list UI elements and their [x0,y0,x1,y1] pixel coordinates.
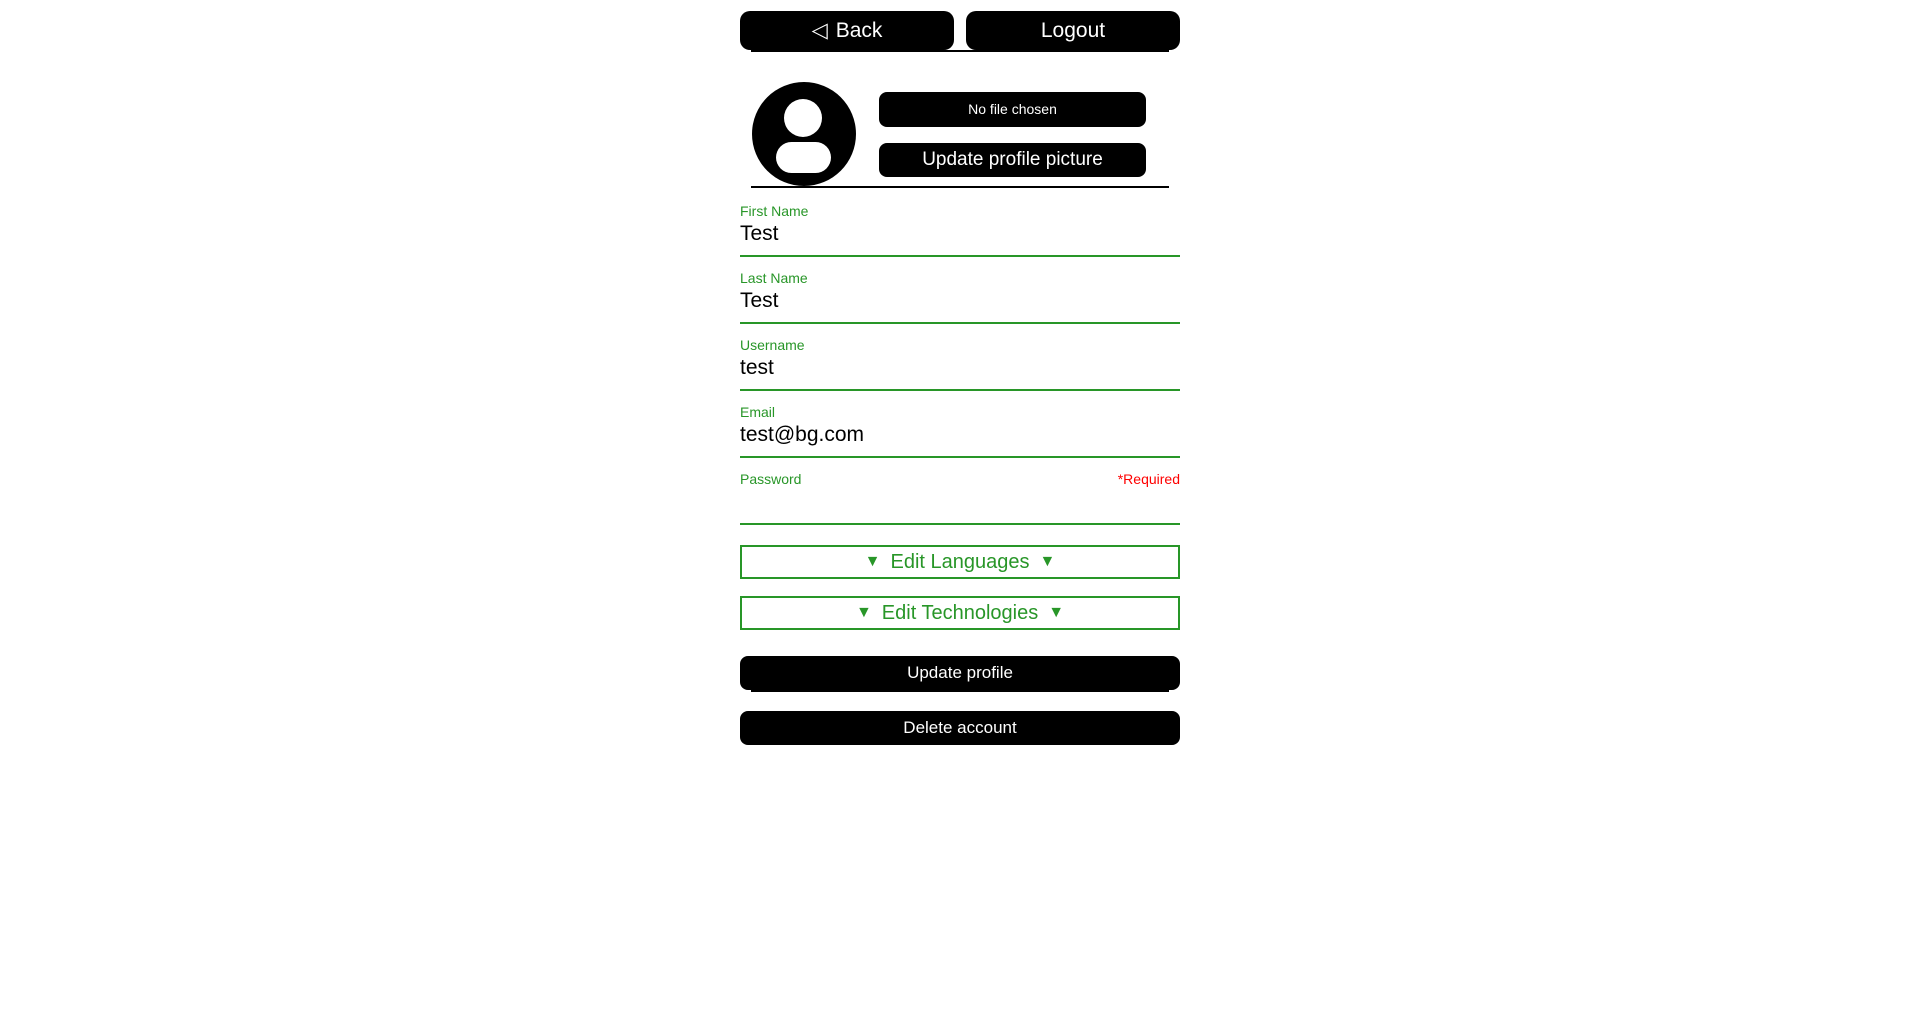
profile-form [740,203,1180,690]
back-button-label: Back [835,18,883,42]
password-field [740,471,1180,525]
update-profile-button[interactable]: Update profile [740,656,1180,690]
first-name-input[interactable] [740,220,1180,257]
email-field [740,404,1180,458]
profile-picture-file-input[interactable] [879,92,1146,127]
last-name-field [740,270,1180,324]
first-name-field [740,203,1180,257]
person-avatar-icon [752,82,856,186]
password-input[interactable] [740,488,1180,525]
email-label: Email [740,404,776,420]
last-name-label: Last Name [740,270,808,286]
delete-account-button[interactable]: Delete account [740,711,1180,745]
first-name-label: First Name [740,203,809,219]
email-input[interactable] [740,421,1180,458]
bottom-divider [751,690,1169,692]
top-bar [740,11,1180,50]
triangle-down-icon: ▼ [855,604,872,621]
profile-picture-section [740,82,1180,186]
picture-controls [879,92,1146,177]
update-profile-picture-button[interactable]: Update profile picture [879,143,1146,177]
username-field [740,337,1180,391]
edit-languages-label: Edit Languages [890,550,1030,573]
avatar-divider [751,186,1169,188]
file-input-status-text: No file chosen [968,101,1057,117]
top-divider [751,50,1169,52]
password-required-note: *Required [1117,471,1180,487]
username-input[interactable] [740,354,1180,391]
edit-technologies-label: Edit Technologies [881,601,1039,624]
back-triangle-icon: ◁ [811,19,828,42]
username-label: Username [740,337,805,353]
logout-button[interactable] [966,11,1180,50]
triangle-down-icon: ▼ [1039,553,1056,570]
password-label: Password [740,471,802,487]
edit-technologies-button[interactable] [740,596,1180,630]
back-button[interactable] [740,11,954,50]
triangle-down-icon: ▼ [1048,604,1065,621]
last-name-input[interactable] [740,287,1180,324]
logout-button-label: Logout [1040,18,1106,42]
profile-form-container [740,0,1180,745]
triangle-down-icon: ▼ [864,553,881,570]
edit-languages-button[interactable] [740,545,1180,579]
